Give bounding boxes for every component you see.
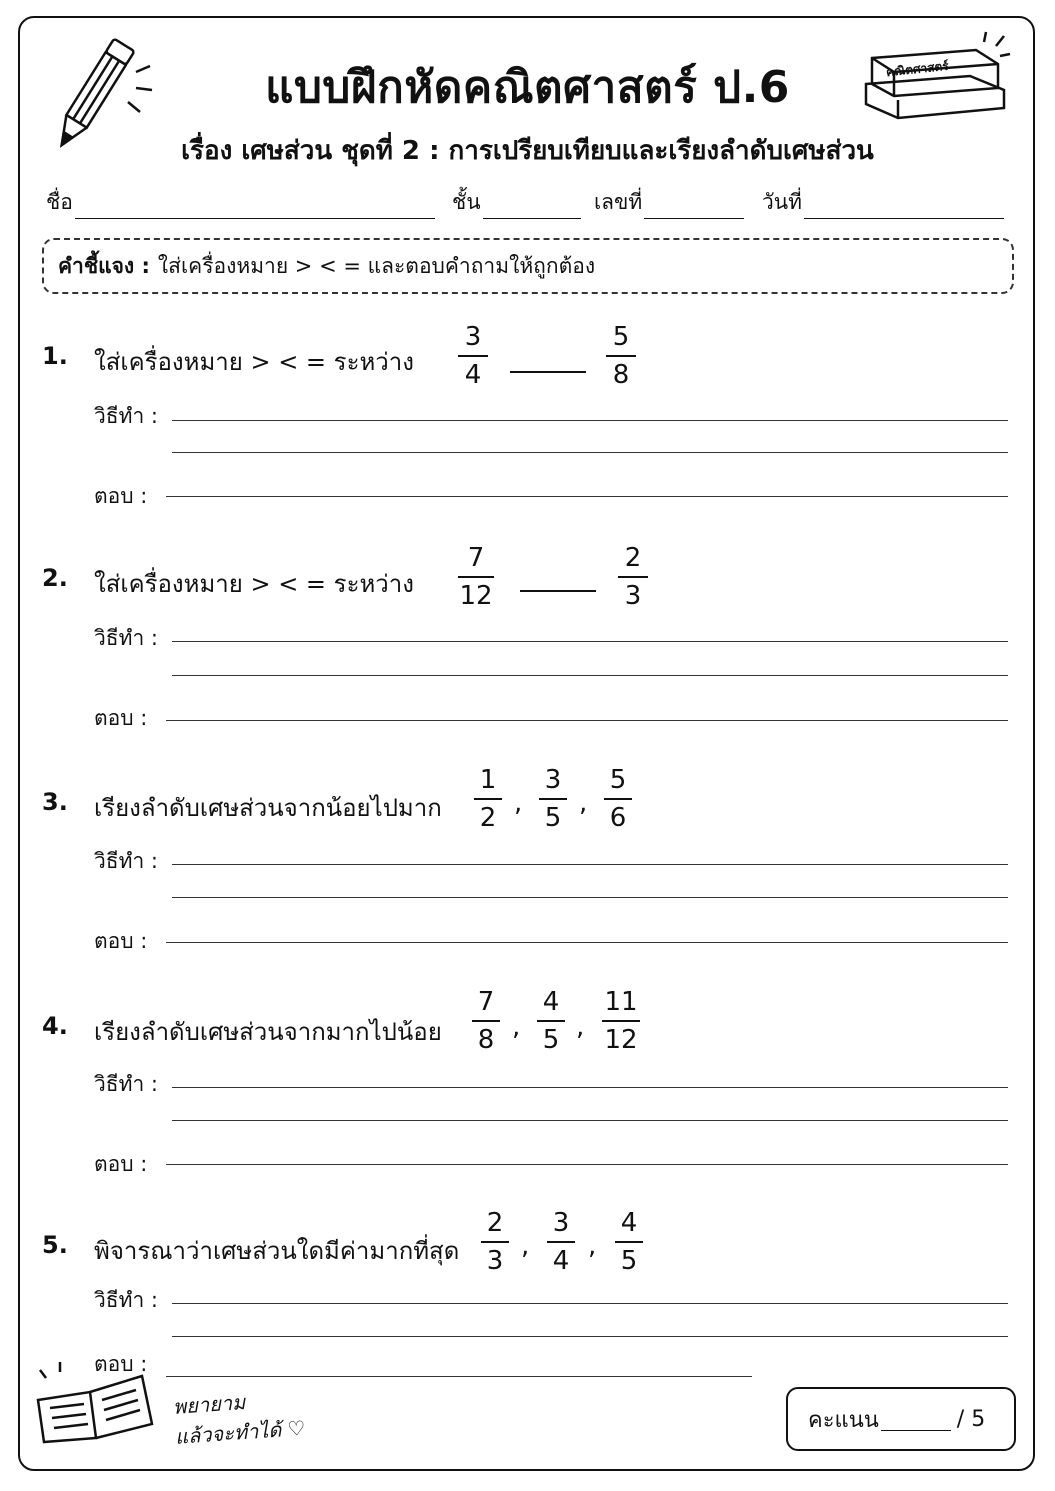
encouragement-text — [172, 1383, 306, 1452]
question-4-fraction-b — [537, 985, 565, 1057]
encouragement-line-2: แล้วจะทำได้ ♡ — [174, 1415, 307, 1449]
question-1 — [42, 342, 68, 370]
numerator: 2 — [486, 1208, 504, 1238]
work-line[interactable] — [172, 452, 1008, 453]
work-line[interactable] — [172, 641, 1008, 642]
question-5 — [42, 1231, 68, 1259]
numerator: 4 — [542, 987, 560, 1017]
question-1-answer-blank[interactable] — [510, 369, 586, 373]
answer-line[interactable] — [166, 720, 1008, 721]
question-number: 3. — [42, 788, 68, 816]
work-line[interactable] — [172, 1303, 1008, 1304]
question-3 — [42, 788, 68, 816]
answer-label: ตอบ : — [94, 706, 148, 730]
denominator: 5 — [620, 1246, 638, 1276]
answer-line[interactable] — [166, 942, 1008, 943]
numerator: 3 — [544, 765, 562, 795]
denominator: 3 — [486, 1246, 504, 1276]
work-line[interactable] — [172, 1120, 1008, 1121]
question-2-text: ใส่เครื่องหมาย > < = ระหว่าง — [94, 570, 414, 598]
open-book-icon — [30, 1360, 160, 1444]
numerator: 5 — [609, 765, 627, 795]
question-3-fraction-c — [604, 763, 632, 835]
denominator: 8 — [612, 360, 630, 390]
work-label: วิธีทำ : — [94, 1072, 158, 1096]
answer-label: ตอบ : — [94, 1352, 148, 1376]
question-number: 5. — [42, 1231, 68, 1259]
instructions-text: ใส่เครื่องหมาย > < = และตอบคำถามให้ถูกต้อง — [157, 253, 596, 278]
question-1-fraction-b — [606, 320, 636, 392]
instructions-label: คำชี้แจง : — [58, 253, 150, 278]
number-field[interactable] — [594, 186, 744, 219]
name-line[interactable] — [75, 194, 435, 219]
answer-line[interactable] — [166, 1164, 1008, 1165]
numerator: 1 — [479, 765, 497, 795]
encouragement-line-1: พยายาม — [172, 1389, 246, 1419]
question-5-fraction-a — [481, 1206, 509, 1278]
question-1-fraction-a — [458, 320, 488, 392]
answer-line[interactable] — [166, 1376, 752, 1377]
question-2-fraction-a — [458, 541, 494, 613]
question-2 — [42, 564, 68, 592]
question-5-fraction-c — [615, 1206, 643, 1278]
question-number: 4. — [42, 1012, 68, 1040]
comma: , — [512, 1012, 521, 1042]
question-number: 2. — [42, 564, 68, 592]
answer-label: ตอบ : — [94, 1152, 148, 1176]
denominator: 5 — [542, 1025, 560, 1055]
score-box — [786, 1387, 1016, 1451]
score-label: คะแนน — [808, 1407, 879, 1433]
class-field[interactable] — [452, 186, 581, 219]
comma: , — [576, 1012, 585, 1042]
question-1-text: ใส่เครื่องหมาย > < = ระหว่าง — [94, 348, 414, 376]
number-label: เลขที่ — [594, 190, 643, 214]
comma: , — [579, 788, 588, 818]
date-field[interactable] — [762, 186, 1004, 219]
comma: , — [521, 1231, 530, 1261]
numerator: 4 — [620, 1208, 638, 1238]
page-title: แบบฝึกหัดคณิตศาสตร์ ป.6 — [265, 62, 790, 113]
numerator: 7 — [467, 543, 485, 573]
work-label: วิธีทำ : — [94, 1288, 158, 1312]
question-3-text: เรียงลำดับเศษส่วนจากน้อยไปมาก — [94, 794, 442, 822]
work-label: วิธีทำ : — [94, 404, 158, 428]
class-label: ชั้น — [452, 190, 481, 214]
work-line[interactable] — [172, 420, 1008, 421]
page-subtitle: เรื่อง เศษส่วน ชุดที่ 2 : การเปรียบเทียบและเรียงลำดับเศษส่วน — [181, 136, 874, 166]
question-2-answer-blank[interactable] — [520, 588, 596, 592]
denominator: 6 — [609, 803, 627, 833]
numerator: 3 — [552, 1208, 570, 1238]
work-line[interactable] — [172, 897, 1008, 898]
denominator: 4 — [552, 1246, 570, 1276]
date-line[interactable] — [804, 194, 1004, 219]
comma: , — [514, 788, 523, 818]
name-field[interactable] — [46, 186, 435, 219]
question-3-fraction-b — [539, 763, 567, 835]
work-line[interactable] — [172, 1336, 1008, 1337]
question-2-fraction-b — [618, 541, 648, 613]
work-label: วิธีทำ : — [94, 849, 158, 873]
question-4 — [42, 1012, 68, 1040]
numerator: 11 — [604, 987, 638, 1017]
question-4-text: เรียงลำดับเศษส่วนจากมากไปน้อย — [94, 1018, 442, 1046]
question-3-fraction-a — [474, 763, 502, 835]
numerator: 2 — [624, 543, 642, 573]
work-line[interactable] — [172, 864, 1008, 865]
denominator: 4 — [464, 360, 482, 390]
denominator: 12 — [604, 1025, 638, 1055]
numerator: 7 — [477, 987, 495, 1017]
denominator: 12 — [459, 581, 493, 611]
name-label: ชื่อ — [46, 190, 73, 214]
denominator: 8 — [477, 1025, 495, 1055]
question-5-fraction-b — [547, 1206, 575, 1278]
denominator: 2 — [479, 803, 497, 833]
question-5-text: พิจารณาว่าเศษส่วนใดมีค่ามากที่สุด — [94, 1237, 460, 1265]
work-line[interactable] — [172, 675, 1008, 676]
denominator: 3 — [624, 581, 642, 611]
numerator: 5 — [612, 322, 630, 352]
score-total: / 5 — [956, 1406, 986, 1432]
comma: , — [588, 1231, 597, 1261]
denominator: 5 — [544, 803, 562, 833]
book-label: คณิตศาสตร์ — [885, 58, 950, 80]
score-line[interactable] — [881, 1408, 951, 1431]
instructions-box — [42, 238, 1014, 294]
class-line[interactable] — [483, 194, 581, 219]
date-label: วันที่ — [762, 190, 802, 214]
numerator: 3 — [464, 322, 482, 352]
question-4-fraction-c — [602, 985, 640, 1057]
answer-label: ตอบ : — [94, 484, 148, 508]
answer-label: ตอบ : — [94, 929, 148, 953]
question-4-fraction-a — [472, 985, 500, 1057]
answer-line[interactable] — [166, 496, 1008, 497]
work-label: วิธีทำ : — [94, 626, 158, 650]
work-line[interactable] — [172, 1087, 1008, 1088]
question-number: 1. — [42, 342, 68, 370]
number-line[interactable] — [644, 194, 744, 219]
